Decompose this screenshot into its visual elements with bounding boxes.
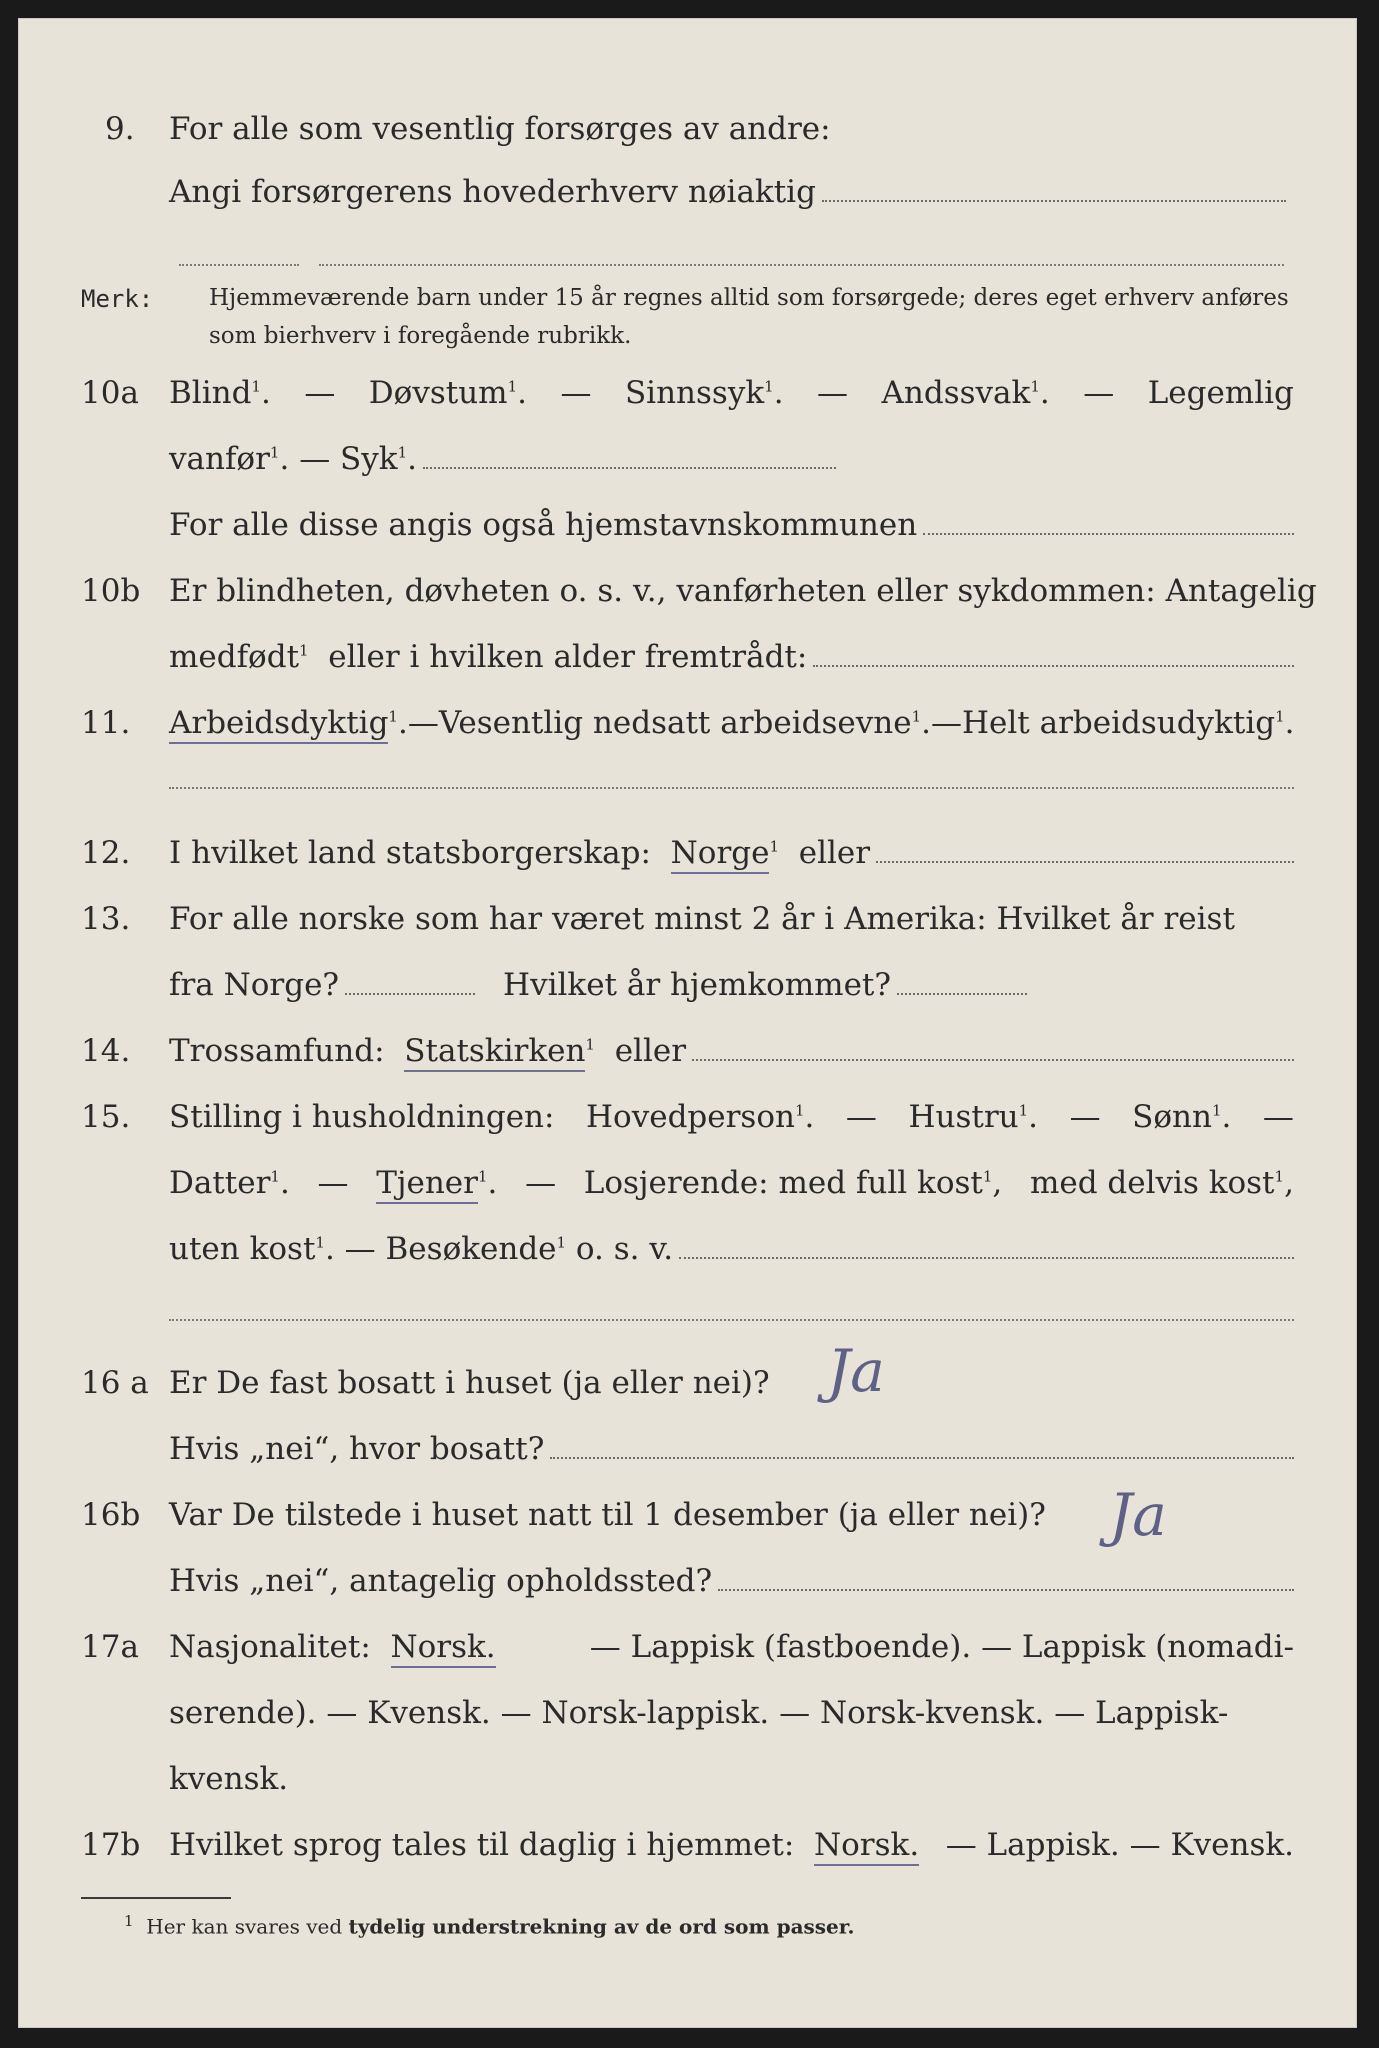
- footnote-mark: 1: [769, 837, 780, 856]
- footnote: [124, 1912, 854, 1939]
- q15-option-delvis-kost[interactable]: med delvis kost: [1029, 1165, 1275, 1201]
- q12-label: I hvilket land statsborgerskap:: [169, 835, 651, 871]
- footnote-mark: 1: [794, 1101, 805, 1120]
- footnote-mark: 1: [1211, 1101, 1222, 1120]
- q16b-opholdssted-label: Hvis „nei“, antagelig opholdssted?: [169, 1563, 713, 1599]
- q10a-syk-field[interactable]: [423, 455, 836, 469]
- footnote-mark: 1: [299, 641, 309, 660]
- q12-eller: eller: [798, 835, 871, 871]
- footnote-mark: 1: [270, 1167, 280, 1186]
- q17b-options-rest[interactable]: — Lappisk. — Kvensk.: [945, 1827, 1294, 1863]
- q10a-option-vanfor[interactable]: vanfør: [169, 441, 270, 477]
- footnote-mark: 1: [315, 1233, 325, 1252]
- q9-answer-field[interactable]: [822, 188, 1286, 202]
- q17b-number: 17b: [81, 1827, 141, 1863]
- q15-option-tjener[interactable]: Tjener: [376, 1165, 478, 1204]
- q13-reist-label: fra Norge?: [169, 967, 340, 1003]
- footnote-text-a: Her kan svares ved: [146, 1914, 343, 1939]
- footnote-text-b: tydelig understrekning av de ord som passer.: [348, 1914, 855, 1939]
- q17a-option-norsk[interactable]: Norsk.: [391, 1629, 496, 1668]
- q10a-option-dovstum[interactable]: Døvstum: [368, 375, 508, 411]
- q16b-handwritten-answer[interactable]: Ja: [1109, 1481, 1167, 1549]
- dash: —: [299, 441, 331, 477]
- dash: —: [1069, 1099, 1101, 1135]
- q12-number: 12.: [81, 835, 131, 871]
- q10b-option-medfodt[interactable]: medfødt: [169, 639, 300, 675]
- q16a-bosatt-label: Hvis „nei“, hvor bosatt?: [169, 1431, 545, 1467]
- footnote-mark: 1: [556, 1233, 567, 1252]
- q17a-options-line3[interactable]: kvensk.: [169, 1761, 289, 1797]
- footnote-mark: 1: [1274, 1167, 1285, 1186]
- q15-answer-line[interactable]: [169, 1319, 1294, 1321]
- q10a-hjemstavn-field[interactable]: [923, 521, 1294, 535]
- q13-text: For alle norske som har været minst 2 år i Amerika: Hvilket år reist: [169, 901, 1235, 937]
- q13-hjemkommet-field[interactable]: [897, 981, 1027, 995]
- q10a-option-syk[interactable]: Syk: [340, 441, 398, 477]
- q10b-text: Er blindheten, døvheten o. s. v., vanførheten eller sykdommen: Antagelig: [169, 573, 1317, 609]
- dash: —: [845, 1099, 877, 1135]
- q11-option-udyktig[interactable]: Helt arbeidsudyktig: [961, 705, 1276, 741]
- q16b-question: Var De tilstede i huset natt til 1 desember (ja eller nei)?: [169, 1497, 1046, 1533]
- footnote-mark: 1: [477, 1167, 488, 1186]
- footnote-mark: 1: [1030, 377, 1040, 396]
- footnote-mark: 1: [764, 377, 774, 396]
- dash: —: [817, 375, 849, 411]
- q9-answer-line-a[interactable]: [179, 264, 299, 266]
- footnote-mark: 1: [1275, 707, 1285, 726]
- q15-other-field[interactable]: [679, 1245, 1294, 1259]
- q15-option-uten-kost[interactable]: uten kost: [169, 1231, 316, 1267]
- q12-other-field[interactable]: [876, 849, 1294, 863]
- dash: —: [930, 705, 962, 741]
- q13-hjemkommet-label: Hvilket år hjemkommet?: [503, 967, 892, 1003]
- footnote-mark: 1: [269, 443, 280, 462]
- q10a-hjemstavn-label: For alle disse angis også hjemstavnskommunen: [169, 507, 918, 543]
- q10a-option-andssvak[interactable]: Andssvak: [881, 375, 1031, 411]
- q16a-handwritten-answer[interactable]: Ja: [827, 1337, 885, 1405]
- q10b-number: 10b: [81, 573, 141, 609]
- q13-reist-field[interactable]: [345, 981, 475, 995]
- q16a-question: Er De fast bosatt i huset (ja eller nei)?: [169, 1365, 770, 1401]
- dash: —: [344, 1231, 376, 1267]
- merk-text: Hjemmeværende barn under 15 år regnes alltid som forsørgede; deres eget erhverv anføres som bierhverv i foregående rubrikk.: [209, 285, 1289, 349]
- q14-option-statskirken[interactable]: Statskirken: [404, 1033, 585, 1072]
- q9-question: Angi forsørgerens hovederhverv nøiaktig: [169, 174, 816, 210]
- q14-number: 14.: [81, 1033, 131, 1069]
- q14-other-field[interactable]: [692, 1047, 1294, 1061]
- dash: —: [525, 1165, 557, 1201]
- q14-label: Trossamfund:: [169, 1033, 385, 1069]
- q15-option-sonn[interactable]: Sønn: [1132, 1099, 1212, 1135]
- q11-number: 11.: [81, 705, 131, 741]
- footnote-mark: 1: [397, 443, 408, 462]
- dash: —: [1262, 1099, 1294, 1135]
- footnote-mark: 1: [911, 707, 922, 726]
- q15-option-full-kost[interactable]: Losjerende: med full kost: [583, 1165, 983, 1201]
- q12-option-norge[interactable]: Norge: [671, 835, 770, 874]
- q14-eller: eller: [614, 1033, 687, 1069]
- q17a-label: Nasjonalitet:: [169, 1629, 371, 1665]
- q15-number: 15.: [81, 1099, 131, 1135]
- footnote-mark: 1: [982, 1167, 993, 1186]
- q13-number: 13.: [81, 901, 131, 937]
- q11-option-nedsatt[interactable]: Vesentlig nedsatt arbeidsevne: [438, 705, 912, 741]
- q10a-option-sinnssyk[interactable]: Sinnssyk: [624, 375, 765, 411]
- q15-label: Stilling i husholdningen:: [169, 1099, 555, 1135]
- q10b-alder-label: eller i hvilken alder fremtrådt:: [328, 639, 808, 675]
- footnote-mark: 1: [585, 1035, 595, 1054]
- dash: —: [560, 375, 592, 411]
- q16a-bosatt-field[interactable]: [550, 1445, 1294, 1459]
- footnote-rule: [81, 1897, 231, 1899]
- census-form-page: 9. For alle som vesentlig forsørges av andre: Angi forsørgerens hovederhverv nøiaktig Merk: Hjemmeværende barn under 15 år regnes alltid som forsørgede; deres eget erhverv anføres som bierhverv i foregående rubrikk. 10a Blind$^1$. — Døvstum$^1$. — Sinnssyk$^1$. — Andssvak$^1$. — Legemlig vanfør$^1$. — Syk$^1$. For alle disse angis også hjemstavnskommunen 10b Er blindheten, døvheten o. s. v., vanførheten eller sykdommen: Antagelig medfødt$^1$ eller i hvilken alder fremtrådt: 11. Arbeidsdyktig$^1$. — Vesentlig nedsatt arbeidsevne$^1$. — Helt arbeidsudyktig$^1$. 12. I hvilket land statsborgerskap: Norge$^1$ eller 13. For alle norske som har været minst 2 år i Amerika: Hvilket år reist fra Norge? Hvilket år hjemkommet? 14. Trossamfund: Statskirken$^1$ eller 15. Stilling i husholdningen: Hovedperson$^1$. — Hustru$^1$. — Sønn$^1$. — Datter$^1$. — Tjener$^1$. — Losjerende: med full kost$^1$, med delvis kost$^1$, uten kost$^1$. — Besøkende$^1$ o. s. v. 16 a Er De fast bosatt i huset (ja eller nei)? Ja Hvis „nei“, hvor bosatt? 16b Var De tilstede i huset natt til 1 desember (ja eller nei)? Ja Hvis „nei“, antagelig opholdssted? 17a Nasjonalitet: Norsk. — Lappisk (fastboende). — Lappisk (nomadi- serende). — Kvensk. — Norsk-lappisk. — Norsk-kvensk. — Lappisk- kvensk. 17b Hvilket sprog tales til daglig i hjemmet: Norsk. — Lappisk. — Kvensk. $^1$ Her kan svares ved tydelig understrekning av de ord som passer.: [18, 18, 1357, 2028]
- q11-answer-line[interactable]: [169, 787, 1294, 789]
- q10b-alder-field[interactable]: [813, 653, 1294, 667]
- q15-option-hustru[interactable]: Hustru: [908, 1099, 1019, 1135]
- q15-osv: o. s. v.: [575, 1231, 674, 1267]
- q9-answer-line-b[interactable]: [319, 264, 1284, 266]
- q10a-option-blind[interactable]: Blind: [169, 375, 252, 411]
- q10a-number: 10a: [81, 375, 139, 411]
- q9-text: For alle som vesentlig forsørges av andre:: [169, 111, 831, 147]
- footnote-mark: 1: [507, 377, 518, 396]
- q15-option-hovedperson[interactable]: Hovedperson: [586, 1099, 795, 1135]
- merk-label: Merk:: [81, 285, 154, 313]
- q17b-label: Hvilket sprog tales til daglig i hjemmet:: [169, 1827, 795, 1863]
- q17a-options-line2[interactable]: serende). — Kvensk. — Norsk-lappisk. — Norsk-kvensk. — Lappisk-: [169, 1695, 1229, 1731]
- q17b-option-norsk[interactable]: Norsk.: [814, 1827, 919, 1866]
- dash: —: [407, 705, 439, 741]
- q17a-options-line1[interactable]: — Lappisk (fastboende). — Lappisk (nomadi-: [589, 1629, 1294, 1665]
- q16b-number: 16b: [81, 1497, 141, 1533]
- q17a-number: 17a: [81, 1629, 139, 1665]
- footnote-mark: 1: [251, 377, 261, 396]
- q11-option-arbeidsdyktig[interactable]: Arbeidsdyktig: [169, 705, 388, 744]
- q16a-number: 16 a: [81, 1365, 149, 1401]
- q16b-opholdssted-field[interactable]: [718, 1577, 1294, 1591]
- dash: —: [1083, 375, 1115, 411]
- q15-option-datter[interactable]: Datter: [169, 1165, 271, 1201]
- dash: —: [304, 375, 336, 411]
- footnote-mark: 1: [388, 707, 398, 726]
- q15-option-besokende[interactable]: Besøkende: [385, 1231, 557, 1267]
- q9-number: 9.: [105, 111, 135, 147]
- q10a-option-legemlig[interactable]: Legemlig: [1147, 375, 1294, 411]
- footnote-mark: 1: [1018, 1101, 1029, 1120]
- footnote-number: 1: [124, 1912, 134, 1930]
- dash: —: [317, 1165, 349, 1201]
